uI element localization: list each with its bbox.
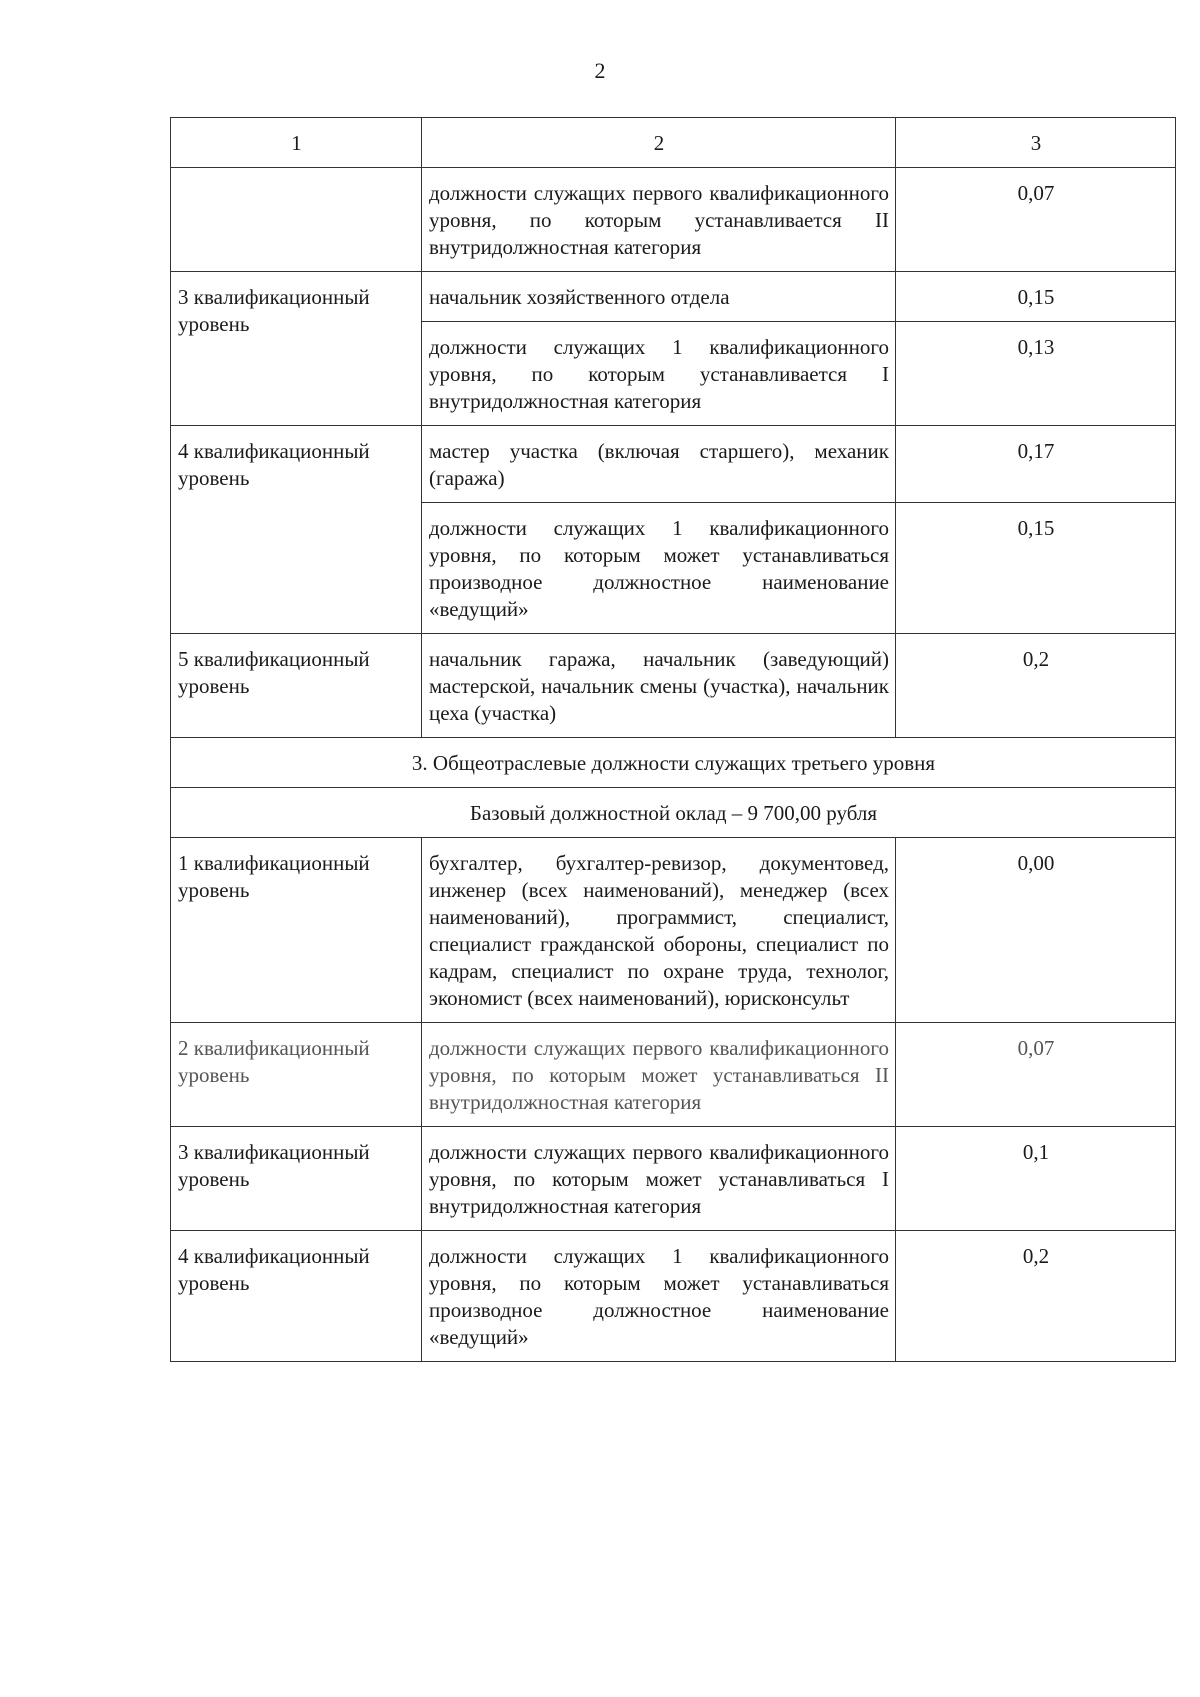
level-cell: 4 квалификационный уровень (171, 1231, 422, 1362)
level-cell: 4 квалификационный уровень (171, 426, 422, 634)
coefficient-cell: 0,15 (896, 272, 1176, 322)
level-cell: 2 квалификационный уровень (171, 1023, 422, 1127)
table-row (171, 426, 1176, 503)
level-cell: 1 квалификационный уровень (171, 838, 422, 1023)
position-cell: должности служащих 1 квалификационного уровня, по которым может устанавливаться производное должностное наименование «ведущий» (422, 503, 896, 634)
coefficient-cell: 0,1 (896, 1127, 1176, 1231)
coefficient-cell: 0,00 (896, 838, 1176, 1023)
page-number: 2 (594, 58, 606, 83)
level-cell: 3 квалификационный уровень (171, 1127, 422, 1231)
table-row (171, 168, 1176, 272)
coefficient-cell: 0,2 (896, 1231, 1176, 1362)
header-col-1: 1 (171, 118, 422, 168)
level-cell: 5 квалификационный уровень (171, 634, 422, 738)
qualification-table (170, 117, 1176, 1362)
position-cell: должности служащих первого квалификационного уровня, по которым может устанавливаться I внутридолжностная категория (422, 1127, 896, 1231)
position-cell: начальник хозяйственного отдела (422, 272, 896, 322)
section-title: 3. Общеотраслевые должности служащих третьего уровня (171, 738, 1176, 788)
position-cell: мастер участка (включая старшего), механик (гаража) (422, 426, 896, 503)
position-cell: бухгалтер, бухгалтер-ревизор, документовед, инженер (всех наименований), менеджер (всех наименований), программист, специалист, специалист гражданской обороны, специалист по кадрам, специалист по охране труда, технолог, экономист (всех наименований), юрисконсульт (422, 838, 896, 1023)
section-salary-row (171, 788, 1176, 838)
table-row (171, 1127, 1176, 1231)
position-cell: должности служащих 1 квалификационного уровня, по которым устанавливается I внутридолжностная категория (422, 322, 896, 426)
coefficient-cell: 0,15 (896, 503, 1176, 634)
table-row (171, 634, 1176, 738)
section-salary: Базовый должностной оклад – 9 700,00 рубля (171, 788, 1176, 838)
coefficient-cell: 0,2 (896, 634, 1176, 738)
coefficient-cell: 0,13 (896, 322, 1176, 426)
level-cell: 3 квалификационный уровень (171, 272, 422, 426)
position-cell: должности служащих первого квалификационного уровня, по которым может устанавливаться II внутридолжностная категория (422, 1023, 896, 1127)
header-col-3: 3 (896, 118, 1176, 168)
table-row (171, 272, 1176, 322)
coefficient-cell: 0,07 (896, 1023, 1176, 1127)
position-cell: должности служащих первого квалификационного уровня, по которым устанавливается II внутридолжностная категория (422, 168, 896, 272)
coefficient-cell: 0,07 (896, 168, 1176, 272)
table-row (171, 1023, 1176, 1127)
position-cell: должности служащих 1 квалификационного уровня, по которым может устанавливаться производное должностное наименование «ведущий» (422, 1231, 896, 1362)
coefficient-cell: 0,17 (896, 426, 1176, 503)
header-col-2: 2 (422, 118, 896, 168)
table-header-row (171, 118, 1176, 168)
position-cell: начальник гаража, начальник (заведующий) мастерской, начальник смены (участка), начальник цеха (участка) (422, 634, 896, 738)
table-row (171, 838, 1176, 1023)
section-title-row (171, 738, 1176, 788)
table-row (171, 1231, 1176, 1362)
level-cell (171, 168, 422, 272)
